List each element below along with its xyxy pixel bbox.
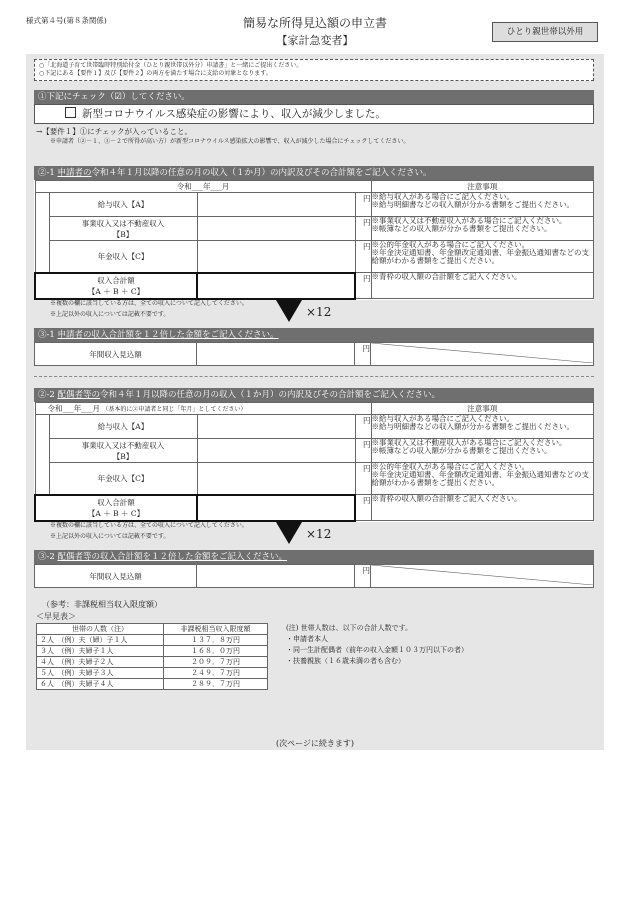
ref-people: ２人 （例）夫（婦）子１人: [37, 635, 164, 646]
spouse-business-notes: ※事業収入又は不動産収入がある場合にご記入ください。 ※帳簿などの収入額が分かる書類をご提出ください。: [371, 439, 594, 463]
divider: [34, 376, 594, 377]
reference-title: （参考：非課税相当収入限度額）: [42, 600, 162, 609]
ref-limit: ２０９．７万円: [164, 657, 268, 668]
arrow-down-icon: [276, 300, 302, 322]
spouse-total-label: 収入合計額 【A ＋ B ＋ C】: [35, 495, 197, 521]
business-notes: ※事業収入又は不動産収入がある場合にご記入ください。 ※帳簿などの収入額が分かる書類をご提出ください。: [371, 217, 594, 241]
ref-limit: ２８９．７万円: [164, 679, 268, 690]
yen-label: 円: [355, 273, 371, 299]
salary-income-label: 給与収入【A】: [49, 193, 197, 217]
covid-checkbox[interactable]: [65, 107, 76, 118]
form-number: 様式第４号(第８条関係): [26, 16, 107, 25]
annual-income-input[interactable]: [197, 343, 355, 366]
yen-label: 円: [355, 495, 371, 521]
business-income-label: 事業収入又は不動産収入 【B】: [49, 217, 197, 241]
month-header: 令和___年___月: [35, 181, 371, 193]
spouse-pension-input[interactable]: [197, 463, 355, 495]
ref-limit: ２４９．７万円: [164, 668, 268, 679]
pension-income-input[interactable]: [197, 241, 355, 273]
annual-income-label: 年間収入見込額: [35, 343, 197, 366]
continue-note: (次ページに続きます): [275, 739, 355, 748]
section1-check-row: [34, 104, 594, 124]
spouse-annual-income-input[interactable]: [197, 565, 355, 588]
arrow-down-icon: [276, 522, 302, 544]
ref-col-people: 世帯の人数（注）: [37, 624, 164, 635]
income-table-applicant: [34, 180, 594, 300]
section2-1-underline: 申請者の: [57, 168, 92, 178]
notes-header: 注意事項: [371, 181, 594, 193]
yen-label: 円: [355, 565, 371, 588]
pension-notes: ※公的年金収入がある場合にご記入ください。 ※年金決定通知書、年金額改定通知書、年金振込通知書などの支給額がわかる書類をご提出ください。: [371, 241, 594, 273]
ref-people: ３人 （例）夫婦子１人: [37, 646, 164, 657]
intro-line-2: ○下記にある【要件１】及び【要件２】の両方を満たす場合に支給の対象となります。: [39, 70, 272, 77]
spouse-salary-input[interactable]: [197, 415, 355, 439]
salary-income-input[interactable]: [197, 193, 355, 217]
ref-people: ４人 （例）夫婦子２人: [37, 657, 164, 668]
annual-income-spouse: [34, 564, 594, 588]
section2-1-rest: 令和４年１月以降の任意の月の収入（１か月）の内訳及びその合計額をご記入ください。: [91, 168, 432, 178]
spouse-total-notes: ※青枠の収入額の合計額をご記入ください。: [371, 495, 594, 521]
multiplier-1: ×12: [306, 305, 332, 319]
footnote-2-spouse: ※上記以外の収入については記載不要です。: [50, 533, 170, 540]
income-table-spouse: [34, 402, 594, 522]
covid-checkbox-label: 新型コロナウイルス感染症の影響により、収入が減少しました。: [82, 108, 386, 120]
household-note: (注) 世帯人数は、以下の合計人数です。 ・申請者本人 ・同一生計配偶者（前年の収入金額１０３万円以下の者） ・扶養親族（１６歳未満の者も含む）: [286, 624, 468, 665]
footnote-1: ※複数の欄に該当している方は、全ての収入について記入してください。: [50, 300, 248, 307]
pension-income-label: 年金収入【C】: [49, 241, 197, 273]
diagonal-cell: [371, 343, 594, 366]
yen-label: 円: [355, 463, 371, 495]
total-notes: ※青枠の収入額の合計額をご記入ください。: [371, 273, 594, 299]
section1-bar: ①下記にチェック（☑）してください。: [34, 90, 594, 104]
spouse-pension-label: 年金収入【C】: [49, 463, 197, 495]
yen-label: 円: [355, 439, 371, 463]
annual-income-applicant: [34, 342, 594, 366]
yen-label: 円: [355, 415, 371, 439]
salary-notes: ※給与収入がある場合にご記入ください。 ※給与明細書などの収入額が分かる書類をご提出ください。: [371, 193, 594, 217]
spouse-pension-notes: ※公的年金収入がある場合にご記入ください。 ※年金決定通知書、年金額改定通知書、年金振込通知書などの支給額がわかる書類をご提出ください。: [371, 463, 594, 495]
ref-col-limit: 非課税相当収入限度額: [164, 624, 268, 635]
ref-people: ５人 （例）夫婦子３人: [37, 668, 164, 679]
yen-label: 円: [355, 343, 371, 366]
form-type-badge: ひとり親世帯以外用: [492, 22, 598, 42]
section3-1-bar: ③-1 申請者の収入合計額を１２倍した金額をご記入ください。: [34, 328, 594, 342]
section3-2-bar: ③-2 配偶者等の収入合計額を１２倍した金額をご記入ください。: [34, 550, 594, 564]
spouse-salary-notes: ※給与収入がある場合にご記入ください。 ※給与明細書などの収入額が分かる書類をご提出ください。: [371, 415, 594, 439]
spouse-total-input[interactable]: [197, 495, 355, 521]
footnote-2: ※上記以外の収入については記載不要です。: [50, 311, 170, 318]
intro-box: [34, 59, 594, 81]
reference-table: [36, 623, 268, 690]
ref-people: ６人 （例）夫婦子４人: [37, 679, 164, 690]
spouse-business-input[interactable]: [197, 439, 355, 463]
diagonal-cell: [371, 565, 594, 588]
page-subtitle: 【家計急変者】: [276, 34, 354, 47]
ref-limit: １６８．０万円: [164, 646, 268, 657]
reference-subtitle: ＜早見表＞: [36, 612, 76, 621]
requirement-1-note: ※申請者（②－１、③－２で所得が高い方）が新型コロナウイルス感染拡大の影響で、収入が減少した場合にチェックしてください。: [50, 138, 410, 145]
spouse-business-label: 事業収入又は不動産収入 【B】: [49, 439, 197, 463]
business-income-input[interactable]: [197, 217, 355, 241]
month-header-spouse: 令和___年___月 （基本的に②申請者と同じ「年月」としてください）: [35, 403, 371, 415]
yen-label: 円: [355, 193, 371, 217]
page-title: 簡易な所得見込額の申立書: [242, 16, 387, 30]
notes-header-spouse: 注意事項: [371, 403, 594, 415]
requirement-1: →【要件１】①にチェックが入っていること。: [36, 127, 193, 136]
spouse-salary-label: 給与収入【A】: [49, 415, 197, 439]
multiplier-2: ×12: [306, 527, 332, 541]
section2-1-bar: [34, 166, 594, 180]
total-income-input[interactable]: [197, 273, 355, 299]
yen-label: 円: [355, 241, 371, 273]
section2-1-prefix: ②-1: [38, 168, 58, 178]
section2-2-bar: ②-2 配偶者等の令和４年１月以降の任意の月の収入（１か月）の内訳及びその合計額をご記入ください。: [34, 388, 594, 402]
total-income-label: 収入合計額 【A ＋ B ＋ C】: [35, 273, 197, 299]
intro-line-1: ○「北海道子育て世帯臨時特別給付金（ひとり親世帯以外分）申請書」と一緒にご提出ください。: [39, 62, 303, 69]
footnote-1-spouse: ※複数の欄に該当している方は、全ての収入について記入してください。: [50, 522, 248, 529]
ref-limit: １３７．８万円: [164, 635, 268, 646]
spouse-annual-income-label: 年間収入見込額: [35, 565, 197, 588]
yen-label: 円: [355, 217, 371, 241]
